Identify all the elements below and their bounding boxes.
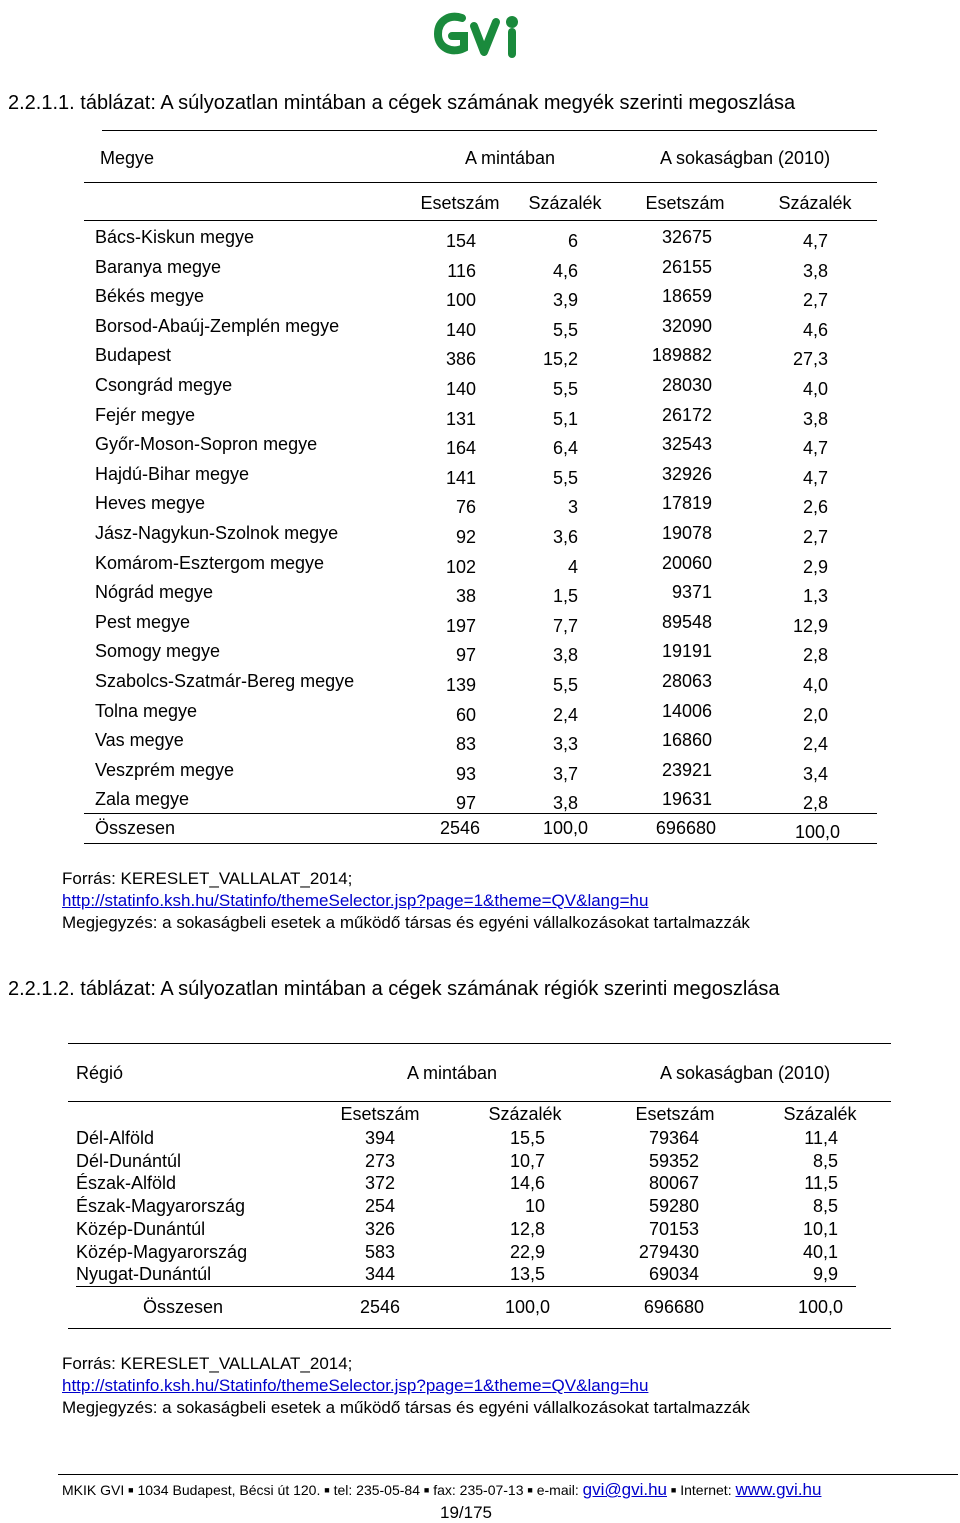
- table1-sample-count: 97: [455, 645, 476, 665]
- footer-address: 1034 Budapest, Bécsi út 120.: [137, 1482, 321, 1498]
- table1-population-pct: 2,8: [802, 645, 828, 665]
- table2-sample-count: 326: [364, 1219, 395, 1239]
- table2-row-label: Nyugat-Dunántúl: [76, 1264, 212, 1284]
- table2-row-label: Észak-Alföld: [76, 1173, 177, 1193]
- table1-source-label: Forrás: KERESLET_VALLALAT_2014;: [62, 869, 353, 888]
- table2-header-region: Régió: [76, 1063, 124, 1083]
- footer-separator: ■: [128, 1485, 134, 1495]
- table1-population-count: 26172: [661, 405, 712, 425]
- table1-header-megye: Megye: [100, 148, 155, 168]
- table1-sample-pct: 7,7: [552, 616, 578, 636]
- table1-population-pct: 4,7: [802, 468, 828, 488]
- table2-population-pct: 8,5: [812, 1151, 838, 1171]
- table1-rule-bottom: [84, 843, 877, 844]
- footer-tel: tel: 235-05-84: [333, 1482, 420, 1498]
- table2-population-count: 59352: [648, 1151, 699, 1171]
- footer-email-label: e-mail:: [536, 1482, 579, 1498]
- table1-sample-pct: 15,2: [542, 349, 578, 369]
- table1-population-count: 16860: [661, 730, 712, 750]
- table1-sample-count: 141: [445, 468, 476, 488]
- table1-row-label: Baranya megye: [95, 257, 222, 277]
- table1-row-label: Fejér megye: [95, 405, 196, 425]
- table1-total-sample-pct: 100,0: [542, 818, 588, 838]
- table1-caption: 2.2.1.1. táblázat: A súlyozatlan mintában a cégek számának megyék szerinti megoszlása: [8, 92, 796, 114]
- table2-rule-header: [68, 1101, 891, 1102]
- table2-sub-pct1: Százalék: [488, 1104, 562, 1124]
- table1-sample-pct: 6,4: [552, 438, 578, 458]
- table2-header-population: A sokaságban (2010): [659, 1063, 831, 1083]
- footer-line: [62, 1480, 821, 1500]
- table1-sample-count: 197: [445, 616, 476, 636]
- gvi-logo: [430, 8, 530, 60]
- table1-rule-total: [84, 813, 877, 814]
- table1-population-pct: 4,7: [802, 231, 828, 251]
- table1-row-label: Somogy megye: [95, 641, 221, 661]
- table1-rule-sub: [84, 220, 877, 221]
- table1-population-count: 32543: [661, 434, 712, 454]
- table1-population-pct: 1,3: [802, 586, 828, 606]
- table1-row-label: Nógrád megye: [95, 582, 214, 602]
- table2-sample-count: 273: [364, 1151, 395, 1171]
- table2-sample-pct: 10,7: [509, 1151, 545, 1171]
- table1-population-count: 19191: [661, 641, 712, 661]
- table2-population-pct: 40,1: [802, 1242, 838, 1262]
- table2-sub-pct2: Százalék: [783, 1104, 857, 1124]
- footer-fax: fax: 235-07-13: [433, 1482, 524, 1498]
- footer-email-link[interactable]: gvi@gvi.hu: [582, 1480, 667, 1499]
- table1-sample-count: 139: [445, 675, 476, 695]
- table1-population-pct: 2,4: [802, 734, 828, 754]
- table1-population-count: 17819: [661, 493, 712, 513]
- footer-separator: ■: [670, 1485, 677, 1495]
- footer-rule: [58, 1474, 958, 1475]
- table1-sub-pct1: Százalék: [528, 193, 602, 213]
- table1-row-label: Pest megye: [95, 612, 191, 632]
- table1-row-label: Veszprém megye: [95, 760, 235, 780]
- table2-sample-count: 344: [364, 1264, 395, 1284]
- table1-population-count: 20060: [661, 553, 712, 573]
- table1-row-label: Heves megye: [95, 493, 206, 513]
- table1-sample-count: 97: [455, 793, 476, 813]
- table1-population-pct: 4,0: [802, 675, 828, 695]
- table1-sample-pct: 3: [567, 497, 578, 517]
- table2-row-label: Dél-Alföld: [76, 1128, 155, 1148]
- table1-population-pct: 3,8: [802, 261, 828, 281]
- table2-row-label: Dél-Dunántúl: [76, 1151, 182, 1171]
- table2-row-label: Észak-Magyarország: [76, 1196, 246, 1216]
- table1-population-pct: 2,9: [802, 557, 828, 577]
- table1-population-pct: 2,8: [802, 793, 828, 813]
- table1-row-label: Borsod-Abaúj-Zemplén megye: [95, 316, 340, 336]
- table1-population-count: 32926: [661, 464, 712, 484]
- table1-sample-count: 76: [455, 497, 476, 517]
- table2-caption: 2.2.1.2. táblázat: A súlyozatlan mintában a cégek számának régiók szerinti megoszlása: [8, 978, 780, 1000]
- table1-population-pct: 2,0: [802, 705, 828, 725]
- table1-sample-pct: 3,7: [552, 764, 578, 784]
- table1-population-pct: 3,8: [802, 409, 828, 429]
- table1-sample-pct: 5,5: [552, 675, 578, 695]
- page-number: 19/175: [440, 1503, 492, 1522]
- table1-row-label: Szabolcs-Szatmár-Bereg megye: [95, 671, 355, 691]
- table1-row-label: Bács-Kiskun megye: [95, 227, 255, 247]
- table1-sample-count: 116: [447, 261, 476, 281]
- table1-header-sample: A mintában: [464, 148, 556, 168]
- table2-population-pct: 11,4: [804, 1128, 838, 1148]
- table1-row-label: Békés megye: [95, 286, 205, 306]
- table1-total-population-count: 696680: [655, 818, 716, 838]
- table2-header-sample: A mintában: [406, 1063, 498, 1083]
- table1-sample-pct: 4,6: [552, 261, 578, 281]
- table1-population-count: 32090: [661, 316, 712, 336]
- table1-sample-pct: 4: [567, 557, 578, 577]
- table1-population-count: 23921: [661, 760, 712, 780]
- table2-total-sample-count: 2546: [359, 1297, 400, 1317]
- table1-sample-count: 60: [455, 705, 476, 725]
- table2-total-population-count: 696680: [643, 1297, 704, 1317]
- table2-total-row-label: Összesen: [143, 1297, 224, 1317]
- table1-total-sample-count: 2546: [439, 818, 480, 838]
- table2-row-label: Közép-Dunántúl: [76, 1219, 206, 1239]
- table1-sample-count: 100: [445, 290, 476, 310]
- table1-sample-pct: 5,1: [552, 409, 578, 429]
- table1-row-label: Budapest: [95, 345, 172, 365]
- table2-population-pct: 8,5: [812, 1196, 838, 1216]
- footer-separator: ■: [423, 1485, 430, 1495]
- table1-sample-pct: 5,5: [552, 320, 578, 340]
- table1-population-count: 14006: [661, 701, 712, 721]
- table1-population-pct: 2,7: [802, 527, 828, 547]
- table1-population-count: 18659: [661, 286, 712, 306]
- table1-population-pct: 27,3: [792, 349, 828, 369]
- table1-population-count: 28063: [661, 671, 712, 691]
- table1-sample-pct: 3,6: [552, 527, 578, 547]
- table2-sample-pct: 14,6: [509, 1173, 545, 1193]
- table1-sample-pct: 2,4: [552, 705, 578, 725]
- table1-sample-count: 140: [445, 320, 476, 340]
- table1-population-count: 26155: [661, 257, 712, 277]
- table1-row-label: Komárom-Esztergom megye: [95, 553, 325, 573]
- table1-sub-count1: Esetszám: [420, 193, 500, 213]
- table1-sub-count2: Esetszám: [645, 193, 725, 213]
- table1-row-label: Zala megye: [95, 789, 190, 809]
- footer-separator: ■: [324, 1485, 330, 1495]
- footer-internet-label: Internet:: [680, 1482, 732, 1498]
- table1-header-population: A sokaságban (2010): [659, 148, 831, 168]
- table1-population-count: 28030: [661, 375, 712, 395]
- table2-population-pct: 9,9: [812, 1264, 838, 1284]
- table1-sample-pct: 1,5: [552, 586, 578, 606]
- table2-sample-count: 583: [364, 1242, 395, 1262]
- table1-population-pct: 2,6: [802, 497, 828, 517]
- table2-total-sample-pct: 100,0: [504, 1297, 550, 1317]
- table1-population-pct: 12,9: [792, 616, 828, 636]
- table1-population-count: 89548: [661, 612, 712, 632]
- table1-population-pct: 4,7: [802, 438, 828, 458]
- table2-note: Megjegyzés: a sokaságbeli esetek a működő társas és egyéni vállalkozásokat tartalmazzák: [62, 1398, 750, 1417]
- table1-total-row-label: Összesen: [95, 818, 176, 838]
- table1-sample-pct: 3,8: [552, 645, 578, 665]
- table2-source-link[interactable]: http://statinfo.ksh.hu/Statinfo/themeSelector.jsp?page=1&theme=QV&lang=hu: [62, 1376, 649, 1395]
- table1-sample-pct: 3,8: [552, 793, 578, 813]
- table1-population-pct: 3,4: [802, 764, 828, 784]
- table1-sample-count: 386: [445, 349, 476, 369]
- table2-sample-count: 254: [364, 1196, 395, 1216]
- table1-sample-pct: 3,9: [552, 290, 578, 310]
- table2-population-pct: 11,5: [804, 1173, 838, 1193]
- table1-row-label: Jász-Nagykun-Szolnok megye: [95, 523, 339, 543]
- table2-sample-pct: 10: [524, 1196, 545, 1216]
- table2-population-count: 279430: [638, 1242, 699, 1262]
- table2-sample-pct: 15,5: [509, 1128, 545, 1148]
- table2-rule-bottom: [68, 1328, 891, 1329]
- table1-note: Megjegyzés: a sokaságbeli esetek a működő társas és egyéni vállalkozásokat tartalmazzák: [62, 913, 750, 932]
- table1-sample-count: 83: [455, 734, 476, 754]
- table2-population-count: 69034: [648, 1264, 699, 1284]
- table1-population-pct: 4,6: [802, 320, 828, 340]
- table1-row-label: Hajdú-Bihar megye: [95, 464, 250, 484]
- table1-rule-top: [102, 130, 877, 131]
- table1-sample-count: 93: [455, 764, 476, 784]
- table1-rule-header: [84, 182, 877, 183]
- table1-row-label: Tolna megye: [95, 701, 198, 721]
- table2-rule-top: [68, 1043, 891, 1044]
- table2-total-population-pct: 100,0: [797, 1297, 843, 1317]
- table1-sample-count: 131: [445, 409, 476, 429]
- table1-sample-pct: 3,3: [552, 734, 578, 754]
- table2-sample-pct: 12,8: [509, 1219, 545, 1239]
- table1-sample-count: 164: [445, 438, 476, 458]
- table1-population-count: 19078: [661, 523, 712, 543]
- table1-sample-count: 140: [445, 379, 476, 399]
- table1-source-link[interactable]: http://statinfo.ksh.hu/Statinfo/themeSelector.jsp?page=1&theme=QV&lang=hu: [62, 891, 649, 910]
- table1-population-count: 189882: [651, 345, 712, 365]
- table2-population-count: 59280: [648, 1196, 699, 1216]
- table1-population-count: 19631: [661, 789, 712, 809]
- table1-sample-count: 102: [445, 557, 476, 577]
- table1-sample-pct: 5,5: [552, 468, 578, 488]
- table2-sample-pct: 13,5: [509, 1264, 545, 1284]
- table2-rule-last-row: [76, 1286, 856, 1287]
- table2-population-count: 79364: [648, 1128, 699, 1148]
- table2-population-count: 80067: [648, 1173, 699, 1193]
- table2-sub-count2: Esetszám: [635, 1104, 715, 1124]
- table2-sub-count1: Esetszám: [340, 1104, 420, 1124]
- table1-row-label: Csongrád megye: [95, 375, 233, 395]
- table1-row-label: Vas megye: [95, 730, 184, 750]
- table1-sample-pct: 6: [567, 231, 578, 251]
- table1-sub-pct2: Százalék: [778, 193, 852, 213]
- table1-sample-count: 38: [455, 586, 476, 606]
- table2-population-count: 70153: [648, 1219, 699, 1239]
- table2-population-pct: 10,1: [802, 1219, 838, 1239]
- footer-org: MKIK GVI: [62, 1482, 125, 1498]
- table2-sample-count: 394: [364, 1128, 395, 1148]
- table1-sample-count: 154: [445, 231, 476, 251]
- table1-sample-pct: 5,5: [552, 379, 578, 399]
- table1-total-population-pct: 100,0: [794, 822, 840, 842]
- table1-sample-count: 92: [455, 527, 476, 547]
- footer-separator: ■: [527, 1485, 533, 1495]
- table2-row-label: Közép-Magyarország: [76, 1242, 248, 1262]
- table1-population-count: 9371: [671, 582, 712, 602]
- table1-row-label: Győr-Moson-Sopron megye: [95, 434, 318, 454]
- table2-sample-count: 372: [364, 1173, 395, 1193]
- table1-population-pct: 4,0: [802, 379, 828, 399]
- footer-website-link[interactable]: www.gvi.hu: [735, 1480, 822, 1499]
- table2-sample-pct: 22,9: [509, 1242, 545, 1262]
- table1-population-pct: 2,7: [802, 290, 828, 310]
- table1-population-count: 32675: [661, 227, 712, 247]
- table2-source-label: Forrás: KERESLET_VALLALAT_2014;: [62, 1354, 353, 1373]
